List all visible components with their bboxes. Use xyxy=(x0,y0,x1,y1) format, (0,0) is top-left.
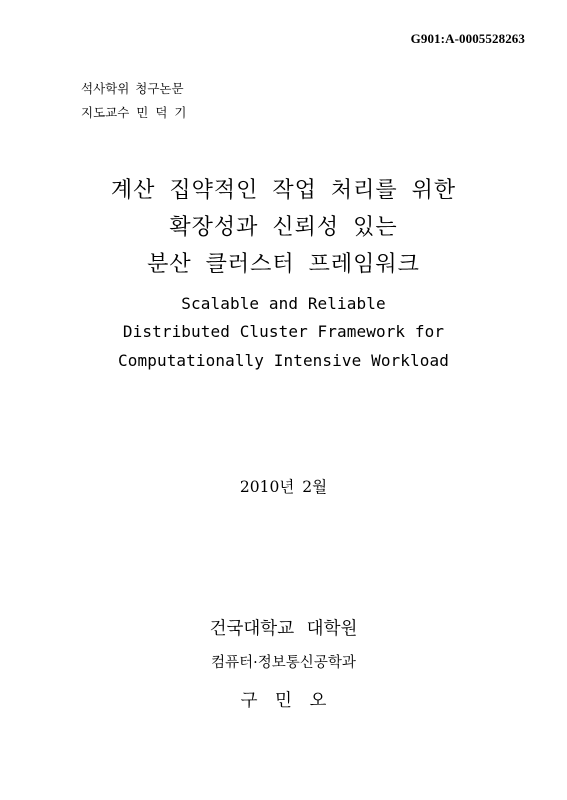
english-title-line-3: Computationally Intensive Workload xyxy=(118,351,449,370)
korean-title-line-2: 확장성과 신뢰성 있는 xyxy=(169,215,398,240)
korean-title-line-1: 계산 집약적인 작업 처리를 위한 xyxy=(110,178,457,203)
degree-type: 석사학위 청구논문 xyxy=(81,81,184,96)
advisor: 지도교수 민 덕 기 xyxy=(81,105,187,120)
document-id: G901:A-0005528263 xyxy=(410,31,525,46)
department-name: 컴퓨터·정보통신공학과 xyxy=(211,655,356,671)
english-title-line-1: Scalable and Reliable xyxy=(181,294,386,313)
english-title-line-2: Distributed Cluster Framework for xyxy=(122,322,445,341)
author-name: 구 민 오 xyxy=(240,691,327,711)
submission-date: 2010년 2월 xyxy=(239,478,328,496)
university-name: 건국대학교 대학원 xyxy=(209,619,358,639)
korean-title-line-3: 분산 클러스터 프레임워크 xyxy=(147,252,420,277)
